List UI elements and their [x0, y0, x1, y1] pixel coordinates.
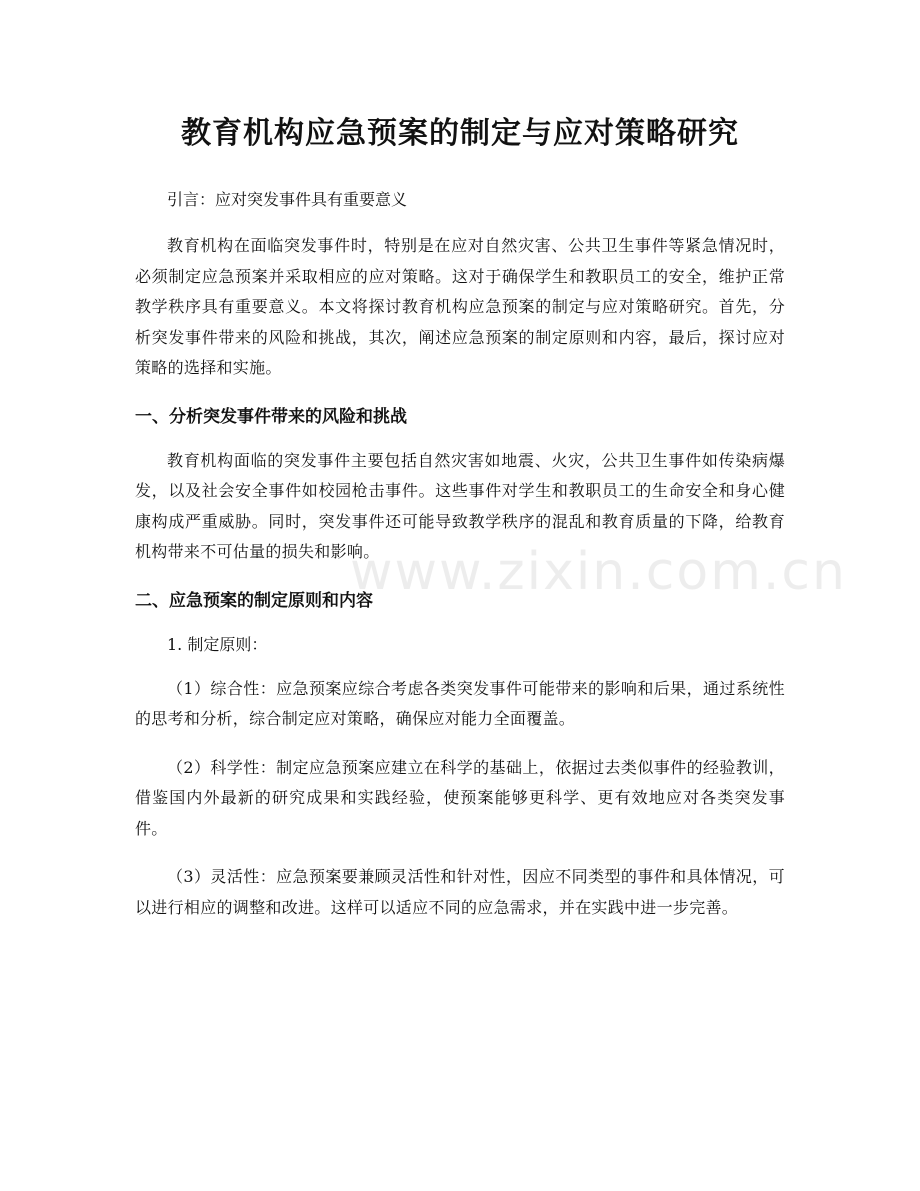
- section-heading-1: 一、分析突发事件带来的风险和挑战: [135, 406, 407, 427]
- section-heading-2: 二、应急预案的制定原则和内容: [135, 590, 373, 611]
- principle-item-comprehensive: （1）综合性：应急预案应综合考虑各类突发事件可能带来的影响和后果，通过系统性的思考和分析，综合制定应对策略，确保应对能力全面覆盖。: [135, 678, 785, 728]
- intro-heading: 引言：应对突发事件具有重要意义: [167, 190, 408, 209]
- watermark-text: www.zixin.com.cn: [350, 542, 847, 602]
- document-title: 教育机构应急预案的制定与应对策略研究: [181, 116, 739, 151]
- intro-paragraph: 教育机构在面临突发事件时，特别是在应对自然灾害、公共卫生事件等紧急情况时，必须制定应急预案并采取相应的应对策略。这对于确保学生和教职员工的安全，维护正常教学秩序具有重要意义。本文将探讨教育机构应急预案的制定与应对策略研究。首先，分析突发事件带来的风险和挑战，其次，阐述应急预案的制定原则和内容，最后，探讨应对策略的选择和实施。: [135, 236, 785, 377]
- principle-item-scientific: （2）科学性：制定应急预案应建立在科学的基础上，依据过去类似事件的经验教训，借鉴国内外最新的研究成果和实践经验，使预案能够更科学、更有效地应对各类突发事件。: [135, 757, 785, 838]
- section-1-paragraph: 教育机构面临的突发事件主要包括自然灾害如地震、火灾，公共卫生事件如传染病爆发，以及社会安全事件如校园枪击事件。这些事件对学生和教职员工的生命安全和身心健康构成严重威胁。同时，突发事件还可能导致教学秩序的混乱和教育质量的下降，给教育机构带来不可估量的损失和影响。: [135, 450, 785, 561]
- document-body: [135, 182, 785, 941]
- principles-subheading: 1. 制定原则：: [167, 634, 268, 654]
- principle-item-flexible: （3）灵活性：应急预案要兼顾灵活性和针对性，因应不同类型的事件和具体情况，可以进行相应的调整和改进。这样可以适应不同的应急需求，并在实践中进一步完善。: [135, 867, 785, 917]
